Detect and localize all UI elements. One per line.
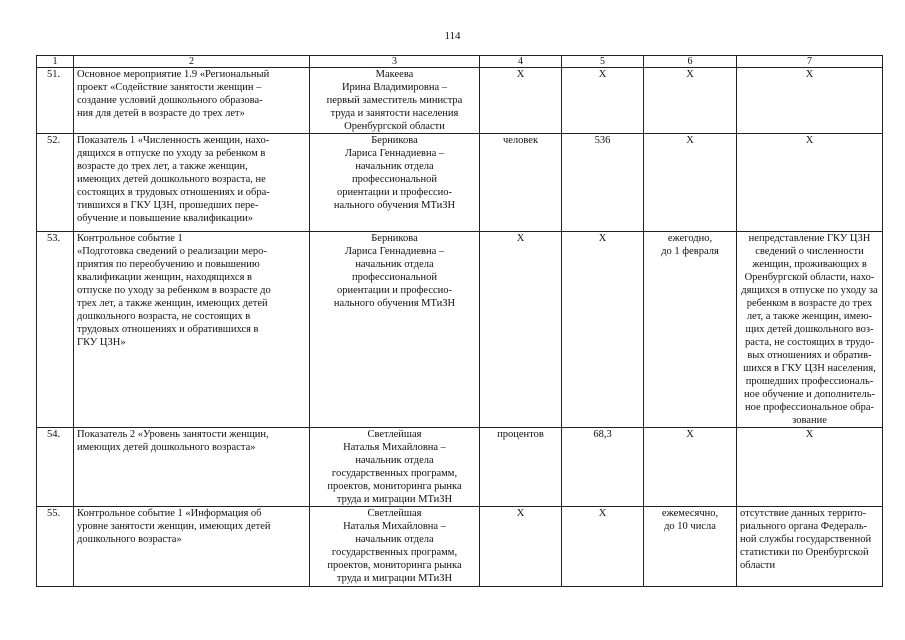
row-description: Показатель 2 «Уровень занятости женщин, имеющих детей дошкольного возраста» [74, 428, 310, 507]
row-note: отсутствие данных террито- риального органа Федераль- ной службы государственной статистики по Оренбургской области [737, 507, 883, 587]
row-responsible: Светлейшая Наталья Михайловна – начальник отдела государственных программ, проектов, мониторинга рынка труда и миграции МТиЗН [310, 507, 480, 587]
row-number: 52. [37, 134, 74, 232]
table-row [37, 134, 883, 232]
row-unit: человек [480, 134, 562, 232]
column-number: 1 [37, 56, 74, 68]
row-number: 55. [37, 507, 74, 587]
row-unit: Х [480, 507, 562, 587]
column-number: 7 [737, 56, 883, 68]
row-responsible: Макеева Ирина Владимировна – первый заместитель министра труда и занятости населения Оренбургской области [310, 68, 480, 134]
row-description: Контрольное событие 1 «Информация об уровне занятости женщин, имеющих детей дошкольного возраста» [74, 507, 310, 587]
column-number: 5 [562, 56, 644, 68]
row-responsible: Берникова Лариса Геннадиевна – начальник отдела профессиональной ориентации и профессио- нального обучения МТиЗН [310, 134, 480, 232]
row-value: 68,3 [562, 428, 644, 507]
row-deadline: Х [644, 68, 737, 134]
row-deadline: Х [644, 134, 737, 232]
row-note: непредставление ГКУ ЦЗН сведений о численности женщин, проживающих в Оренбургской области, нахо- дящихся в отпуске по уходу за ребенком в возрасте до трех лет, а также женщин, имею- щих детей дошкольного воз- раста, не состоящих в трудо- вых отношениях и обратив- шихся в ГКУ ЦЗН населения, прошедших профессиональ- ное обучение и дополнитель- ное профессиональное обра- зование [737, 232, 883, 428]
table-row [37, 507, 883, 587]
column-number: 2 [74, 56, 310, 68]
column-number-row [37, 56, 883, 68]
row-unit: Х [480, 232, 562, 428]
table-row [37, 232, 883, 428]
row-value: Х [562, 232, 644, 428]
row-note: Х [737, 68, 883, 134]
column-number: 3 [310, 56, 480, 68]
row-note: Х [737, 134, 883, 232]
row-description: Контрольное событие 1 «Подготовка сведений о реализации меро- приятия по переобучению и повышению квалификации женщин, находящихся в отпуске по уходу за ребенком в возрасте до трех лет, а также женщин, имеющих детей дошкольного возраста, не состоящих в трудовых отношениях и обратившихся в ГКУ ЦЗН» [74, 232, 310, 428]
row-deadline: ежегодно, до 1 февраля [644, 232, 737, 428]
row-number: 54. [37, 428, 74, 507]
row-value: Х [562, 68, 644, 134]
row-deadline: ежемесячно, до 10 числа [644, 507, 737, 587]
row-value: Х [562, 507, 644, 587]
row-responsible: Берникова Лариса Геннадиевна – начальник отдела профессиональной ориентации и профессио- нального обучения МТиЗН [310, 232, 480, 428]
row-responsible: Светлейшая Наталья Михайловна – начальник отдела государственных программ, проектов, мониторинга рынка труда и миграции МТиЗН [310, 428, 480, 507]
row-description: Показатель 1 «Численность женщин, нахо- дящихся в отпуске по уходу за ребенком в возрасте до трех лет, а также женщин, имеющих детей дошкольного возраста, не состоящих в трудовых отношениях и обра- тившихся в ГКУ ЦЗН, прошедших пере- обучение и повышение квалификации» [74, 134, 310, 232]
row-value: 536 [562, 134, 644, 232]
row-note: Х [737, 428, 883, 507]
page-number: 114 [444, 30, 461, 42]
row-number: 51. [37, 68, 74, 134]
row-unit: Х [480, 68, 562, 134]
row-deadline: Х [644, 428, 737, 507]
row-description: Основное мероприятие 1.9 «Региональный проект «Содействие занятости женщин – создание условий дошкольного образова- ния для детей в возрасте до трех лет» [74, 68, 310, 134]
table-row [37, 428, 883, 507]
column-number: 4 [480, 56, 562, 68]
column-number: 6 [644, 56, 737, 68]
row-unit: процентов [480, 428, 562, 507]
table-row [37, 68, 883, 134]
plan-table [36, 55, 883, 587]
row-number: 53. [37, 232, 74, 428]
